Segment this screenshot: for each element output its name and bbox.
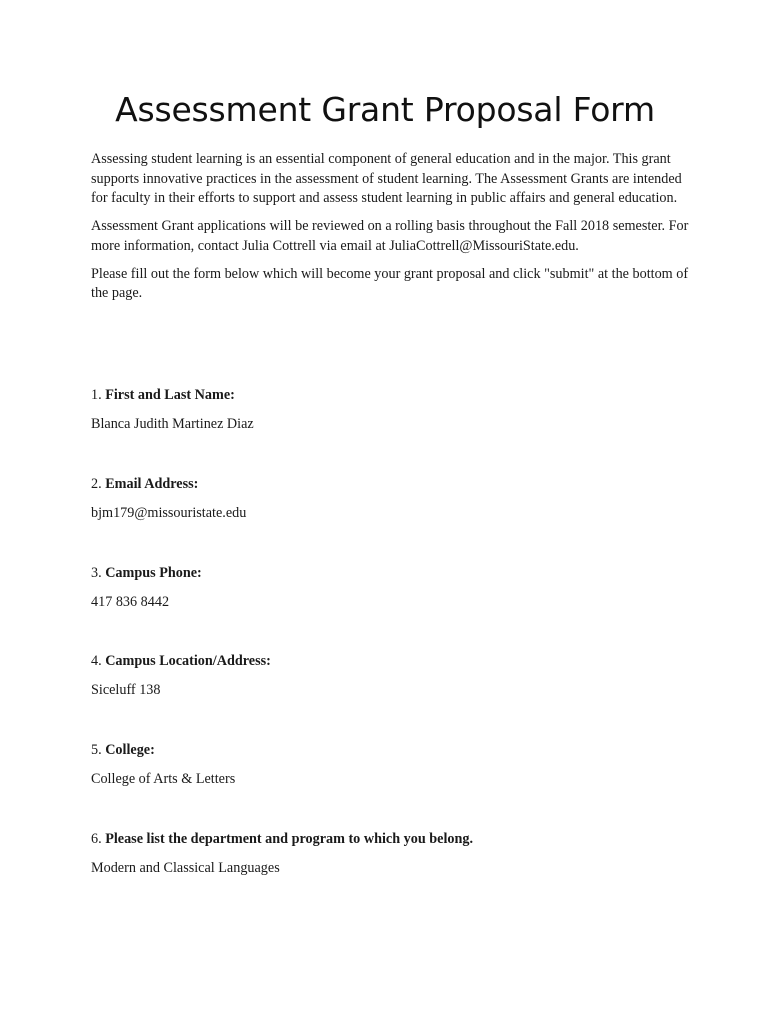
question-text: Campus Location/Address: — [105, 653, 271, 669]
intro-paragraph: Assessment Grant applications will be reviewed on a rolling basis throughout the Fall 2018 semester. For more information, contact Julia Cottrell via email at JuliaCottrell@MissouriState.edu. — [91, 218, 689, 254]
intro-paragraph: Please fill out the form below which will become your grant proposal and click "submit" at the bottom of the page. — [91, 265, 689, 302]
question-label — [91, 386, 691, 405]
question-number: 2. — [91, 476, 102, 492]
answer-text: 417 836 8442 — [91, 594, 170, 610]
question-name — [91, 386, 691, 434]
question-label — [91, 652, 691, 671]
question-department — [91, 830, 691, 878]
answer-text: Modern and Classical Languages — [91, 860, 280, 876]
question-number: 6. — [91, 831, 102, 847]
question-text: First and Last Name: — [105, 387, 235, 403]
intro-paragraph: Assessing student learning is an essential component of general education and in the major. This grant supports innovative practices in the assessment of student learning. The Assessment Grants are intended for faculty in their efforts to support and assess student learning in public affairs and general education. — [91, 151, 682, 207]
question-text: College: — [105, 742, 155, 758]
question-number: 5. — [91, 742, 102, 758]
question-text: Email Address: — [105, 476, 199, 492]
page-title: Assessment Grant Proposal Form — [115, 90, 655, 129]
question-location — [91, 652, 691, 700]
intro-section — [91, 150, 691, 312]
question-label — [91, 475, 691, 494]
question-text: Please list the department and program to which you belong. — [105, 831, 474, 847]
answer-text: College of Arts & Letters — [91, 771, 236, 787]
question-phone — [91, 564, 691, 612]
answer-text: Blanca Judith Martinez Diaz — [91, 416, 254, 432]
question-college — [91, 741, 691, 789]
question-text: Campus Phone: — [105, 565, 202, 581]
answer-text: bjm179@missouristate.edu — [91, 505, 247, 521]
question-label — [91, 830, 691, 849]
question-email — [91, 475, 691, 523]
question-number: 4. — [91, 653, 102, 669]
question-label — [91, 564, 691, 583]
question-number: 3. — [91, 565, 102, 581]
answer-text: Siceluff 138 — [91, 682, 161, 698]
question-number: 1. — [91, 387, 102, 403]
question-label — [91, 741, 691, 760]
